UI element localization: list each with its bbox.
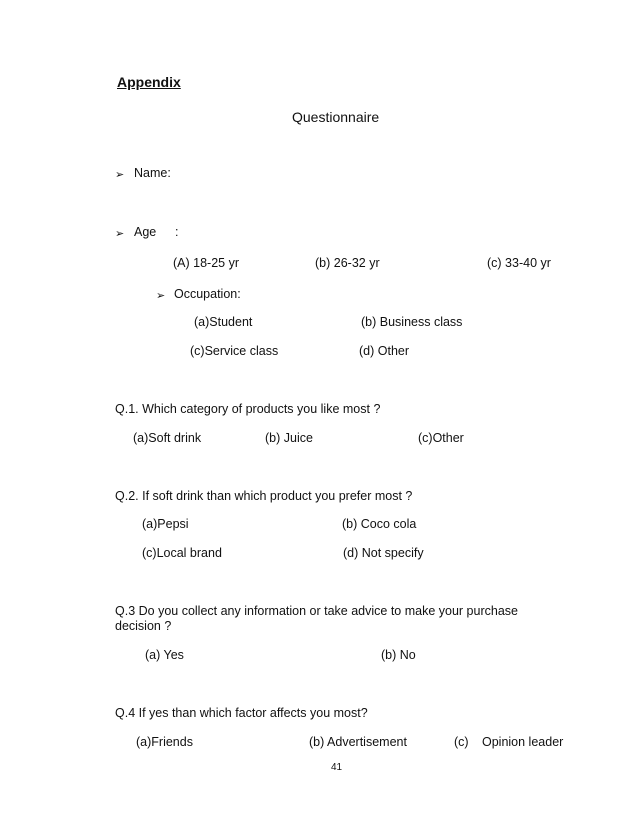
- bullet-arrow-icon: ➢: [156, 289, 166, 302]
- q4-option-c-text: Opinion leader: [482, 735, 564, 749]
- question-2: Q.2. If soft drink than which product you prefer most ?: [115, 489, 413, 503]
- q2-option-d: (d) Not specify: [343, 546, 424, 560]
- q2-option-a: (a)Pepsi: [142, 517, 189, 531]
- question-1: Q.1. Which category of products you like most ?: [115, 402, 381, 416]
- age-option-c: (c) 33-40 yr: [487, 256, 551, 270]
- occupation-option-d: (d) Other: [359, 344, 410, 358]
- q4-option-c: (c): [454, 735, 469, 749]
- q2-option-c: (c)Local brand: [142, 546, 222, 560]
- q3-option-a: (a) Yes: [145, 648, 184, 662]
- bullet-arrow-icon: ➢: [115, 168, 125, 181]
- name-label: Name:: [134, 166, 171, 180]
- age-option-b: (b) 26-32 yr: [315, 256, 380, 270]
- page-number: 41: [331, 762, 343, 773]
- question-3-line-1: Q.3 Do you collect any information or take advice to make your purchase: [115, 604, 518, 618]
- occupation-option-a: (a)Student: [194, 315, 253, 329]
- age-option-a: (A) 18-25 yr: [173, 256, 239, 270]
- occupation-option-c: (c)Service class: [190, 344, 279, 358]
- q1-option-b: (b) Juice: [265, 431, 313, 445]
- q1-option-a: (a)Soft drink: [133, 431, 202, 445]
- question-4: Q.4 If yes than which factor affects you most?: [115, 706, 368, 720]
- question-3-line-2: decision ?: [115, 619, 172, 633]
- bullet-arrow-icon: ➢: [115, 227, 125, 240]
- occupation-label: Occupation:: [174, 287, 241, 301]
- age-colon: :: [175, 225, 179, 239]
- q4-option-b: (b) Advertisement: [309, 735, 407, 749]
- page-title: Questionnaire: [292, 109, 380, 125]
- q4-option-a: (a)Friends: [136, 735, 193, 749]
- appendix-heading: Appendix: [117, 74, 181, 90]
- q1-option-c: (c)Other: [418, 431, 464, 445]
- q3-option-b: (b) No: [381, 648, 416, 662]
- occupation-option-b: (b) Business class: [361, 315, 463, 329]
- q2-option-b: (b) Coco cola: [342, 517, 417, 531]
- age-label: Age: [134, 225, 157, 239]
